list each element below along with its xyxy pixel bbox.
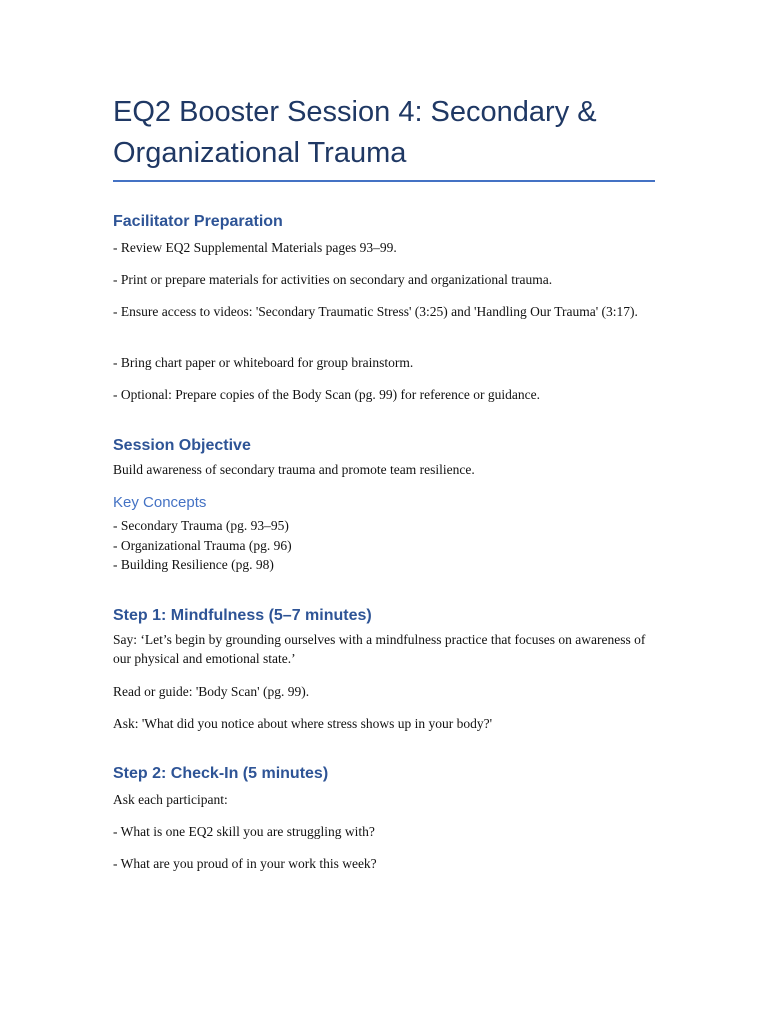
concept-item: - Organizational Trauma (pg. 96) xyxy=(113,538,292,553)
heading-step-1: Step 1: Mindfulness (5–7 minutes) xyxy=(113,607,372,624)
step2-paragraph: Ask each participant: xyxy=(113,792,228,807)
step1-paragraph: Ask: 'What did you notice about where stress shows up in your body?' xyxy=(113,716,493,731)
step2-paragraph: - What are you proud of in your work this week? xyxy=(113,856,377,871)
prep-item: - Ensure access to videos: 'Secondary Traumatic Stress' (3:25) and 'Handling Our Trauma' (3:17). xyxy=(113,304,638,319)
prep-item: - Optional: Prepare copies of the Body Scan (pg. 99) for reference or guidance. xyxy=(113,387,540,402)
step1-paragraph: Read or guide: 'Body Scan' (pg. 99). xyxy=(113,684,310,699)
prep-item: - Bring chart paper or whiteboard for group brainstorm. xyxy=(113,355,414,370)
title-divider xyxy=(113,180,655,182)
heading-step-2: Step 2: Check-In (5 minutes) xyxy=(113,765,329,782)
document-title: EQ2 Booster Session 4: Secondary & Organizational Trauma xyxy=(113,96,597,169)
prep-item: - Print or prepare materials for activities on secondary and organizational trauma. xyxy=(113,272,553,287)
step1-paragraph: Say: ‘Let’s begin by grounding ourselves with a mindfulness practice that focuses on awareness of our physical and emotional state.’ xyxy=(113,632,646,666)
concept-item: - Building Resilience (pg. 98) xyxy=(113,557,274,572)
step2-paragraph: - What is one EQ2 skill you are struggling with? xyxy=(113,824,375,839)
heading-key-concepts: Key Concepts xyxy=(113,494,207,511)
heading-facilitator-preparation: Facilitator Preparation xyxy=(113,213,283,230)
objective-text: Build awareness of secondary trauma and promote team resilience. xyxy=(113,462,475,477)
heading-session-objective: Session Objective xyxy=(113,437,251,454)
concept-item: - Secondary Trauma (pg. 93–95) xyxy=(113,518,289,533)
prep-item: - Review EQ2 Supplemental Materials pages 93–99. xyxy=(113,240,397,255)
